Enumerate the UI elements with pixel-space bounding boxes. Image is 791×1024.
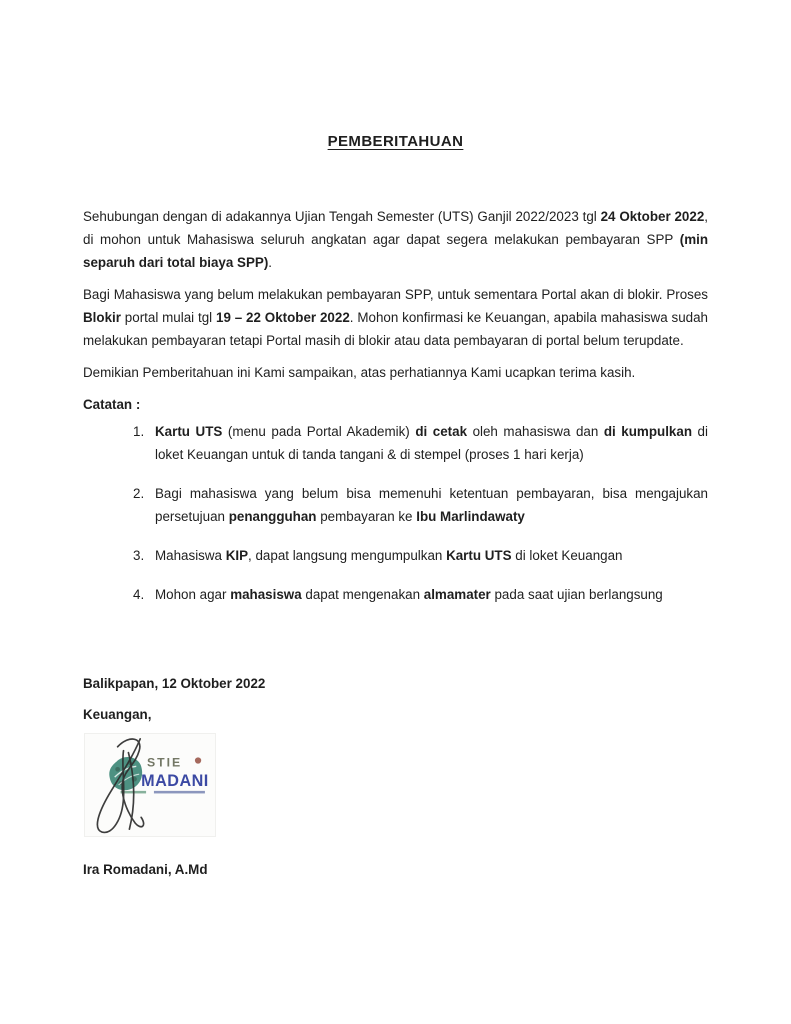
list-item-4: [133, 583, 708, 606]
list-item-2: [133, 482, 708, 528]
signature-stamp-graphic: [85, 734, 215, 836]
catatan-label: Catatan :: [83, 397, 141, 412]
stamp-red-dot-icon: [195, 757, 201, 763]
signer-name: Ira Romadani, A.Md: [83, 862, 208, 877]
list-item-text: Mahasiswa KIP, dapat langsung mengumpulkan Kartu UTS di loket Keuangan: [155, 548, 623, 563]
paragraph-closing-statement: Demikian Pemberitahuan ini Kami sampaikan, atas perhatiannya Kami ucapkan terima kasih.: [83, 365, 636, 380]
list-item-text: Bagi mahasiswa yang belum bisa memenuhi ketentuan pembayaran, bisa mengajukan persetujuan penangguhan pembayaran ke Ibu Marlindawaty: [155, 486, 708, 524]
paragraph-blokir: Bagi Mahasiswa yang belum melakukan pembayaran SPP, untuk sementara Portal akan di blokir. Proses Blokir portal mulai tgl 19 – 22 Oktober 2022. Mohon konfirmasi ke Keuangan, apabila mahasiswa sudah melakukan pembayaran tetapi Portal masih di blokir atau data pembayaran di portal belum terupdate.: [83, 287, 708, 348]
list-item-text: Kartu UTS (menu pada Portal Akademik) di cetak oleh mahasiswa dan di kumpulkan di loket Keuangan untuk di tanda tangani & di stempel (proses 1 hari kerja): [155, 424, 708, 462]
closing-block: [83, 672, 708, 881]
stamp-line1-text: STIE: [147, 755, 183, 770]
list-item-number: 1.: [133, 424, 145, 439]
stamp-line2-text: MADANI: [141, 771, 209, 790]
list-item-text: Mohon agar mahasiswa dapat mengenakan almamater pada saat ujian berlangsung: [155, 587, 663, 602]
paragraph-intro: Sehubungan dengan di adakannya Ujian Tengah Semester (UTS) Ganjil 2022/2023 tgl 24 Oktober 2022, di mohon untuk Mahasiswa seluruh angkatan agar dapat segera melakukan pembayaran SPP (min separuh dari total biaya SPP).: [83, 209, 709, 270]
document-title: PEMBERITAHUAN: [327, 133, 464, 150]
list-item-number: 3.: [133, 548, 145, 563]
list-item-number: 2.: [133, 486, 145, 501]
list-item-3: [133, 544, 708, 567]
place-date: Balikpapan, 12 Oktober 2022: [83, 676, 266, 691]
list-item-1: [133, 420, 708, 466]
list-item-number: 4.: [133, 587, 145, 602]
department-label: Keuangan,: [83, 707, 152, 722]
signature-stamp-image: [84, 733, 216, 837]
notes-list: [83, 420, 708, 606]
